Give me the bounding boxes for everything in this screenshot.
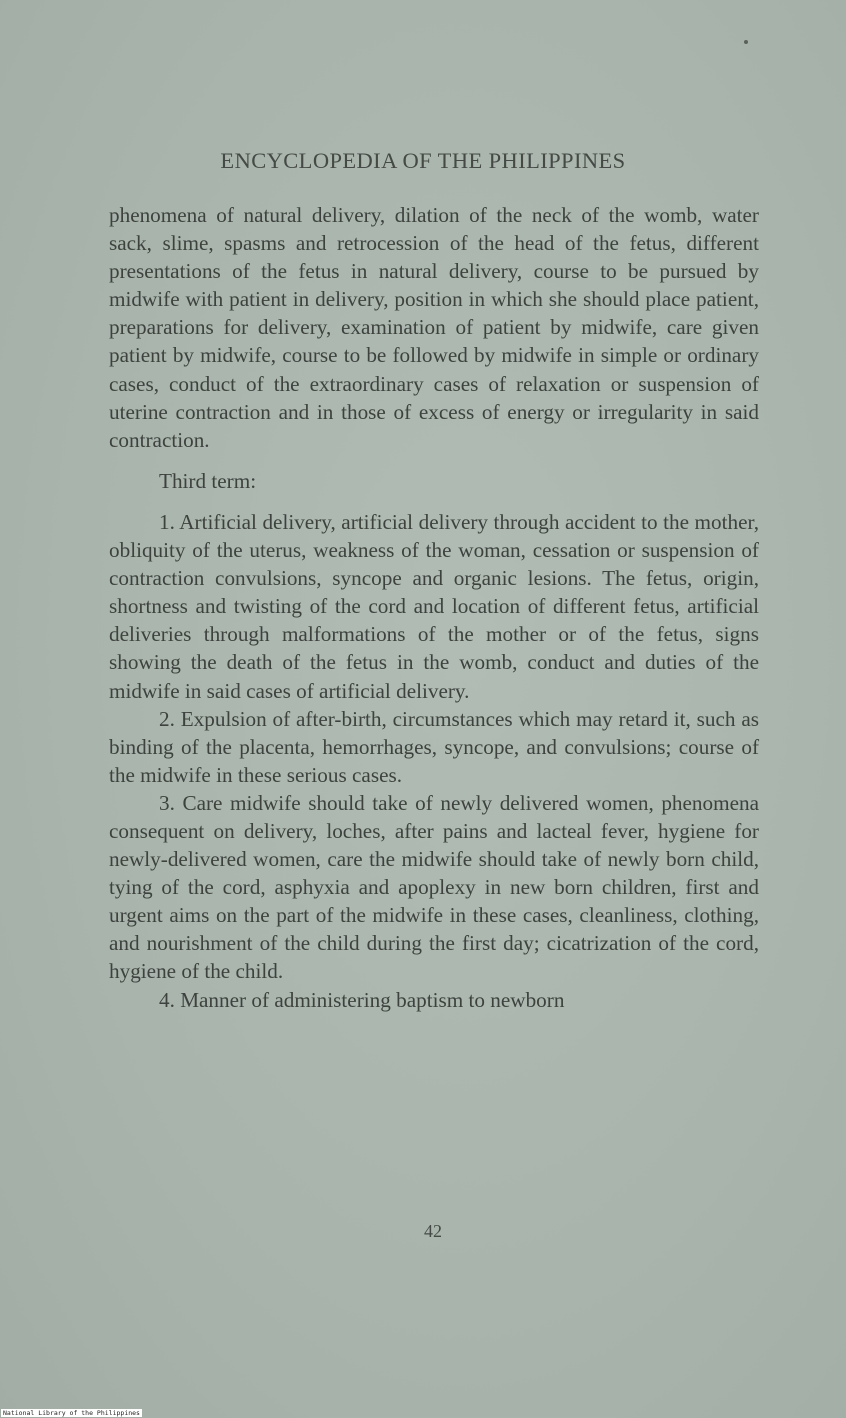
list-item-2: 2. Expulsion of after-birth, circumstances which may retard it, such as binding of the placenta, hemorrhages, syncope, and convulsions; course of the midwife in these serious cases. [109,706,759,787]
ink-speck [744,40,748,44]
page-number: 42 [424,1221,442,1241]
library-credit: National Library of the Philippines [3,1409,140,1417]
list-item-3: 3. Care midwife should take of newly delivered women, phenomena consequent on delivery, loches, after pains and lacteal fever, hygiene for newly-delivered women, care the midwife should take of newly born child, tying of the cord, asphyxia and apoplexy in new born children, first and urgent aims on the part of the midwife in these cases, cleanliness, clothing, and nourishment of the child during the first day; cicatrization of the cord, hygiene of the child. [109,790,759,984]
list-item-1: 1. Artificial delivery, artificial delivery through accident to the mother, obliquity of the uterus, weakness of the woman, cessation or suspension of contraction convulsions, syncope and organic lesions. The fetus, origin, shortness and twisting of the cord and location of different fetus, artificial deliveries through malformations of the mother or of the fetus, signs showing the death of the fetus in the womb, conduct and duties of the midwife in said cases of artificial delivery. [109,509,759,703]
paragraph-continued: phenomena of natural delivery, dilation of the neck of the womb, water sack, slime, spasms and retrocession of the head of the fetus, different presentations of the fetus in natural delivery, course to be pursued by midwife with patient in delivery, position in which she should place patient, preparations for delivery, examination of patient by midwife, care given patient by midwife, course to be followed by midwife in simple or ordinary cases, conduct of the extraordinary cases of relaxation or suspension of uterine contraction and in those of excess of energy or irregularity in said contraction. [109,203,759,452]
running-title: ENCYCLOPEDIA OF THE PHILIPPINES [220,148,626,173]
list-item-4: 4. Manner of administering baptism to newborn [159,987,565,1012]
page-body [109,201,759,1014]
section-heading-third-term: Third term: [159,468,257,493]
